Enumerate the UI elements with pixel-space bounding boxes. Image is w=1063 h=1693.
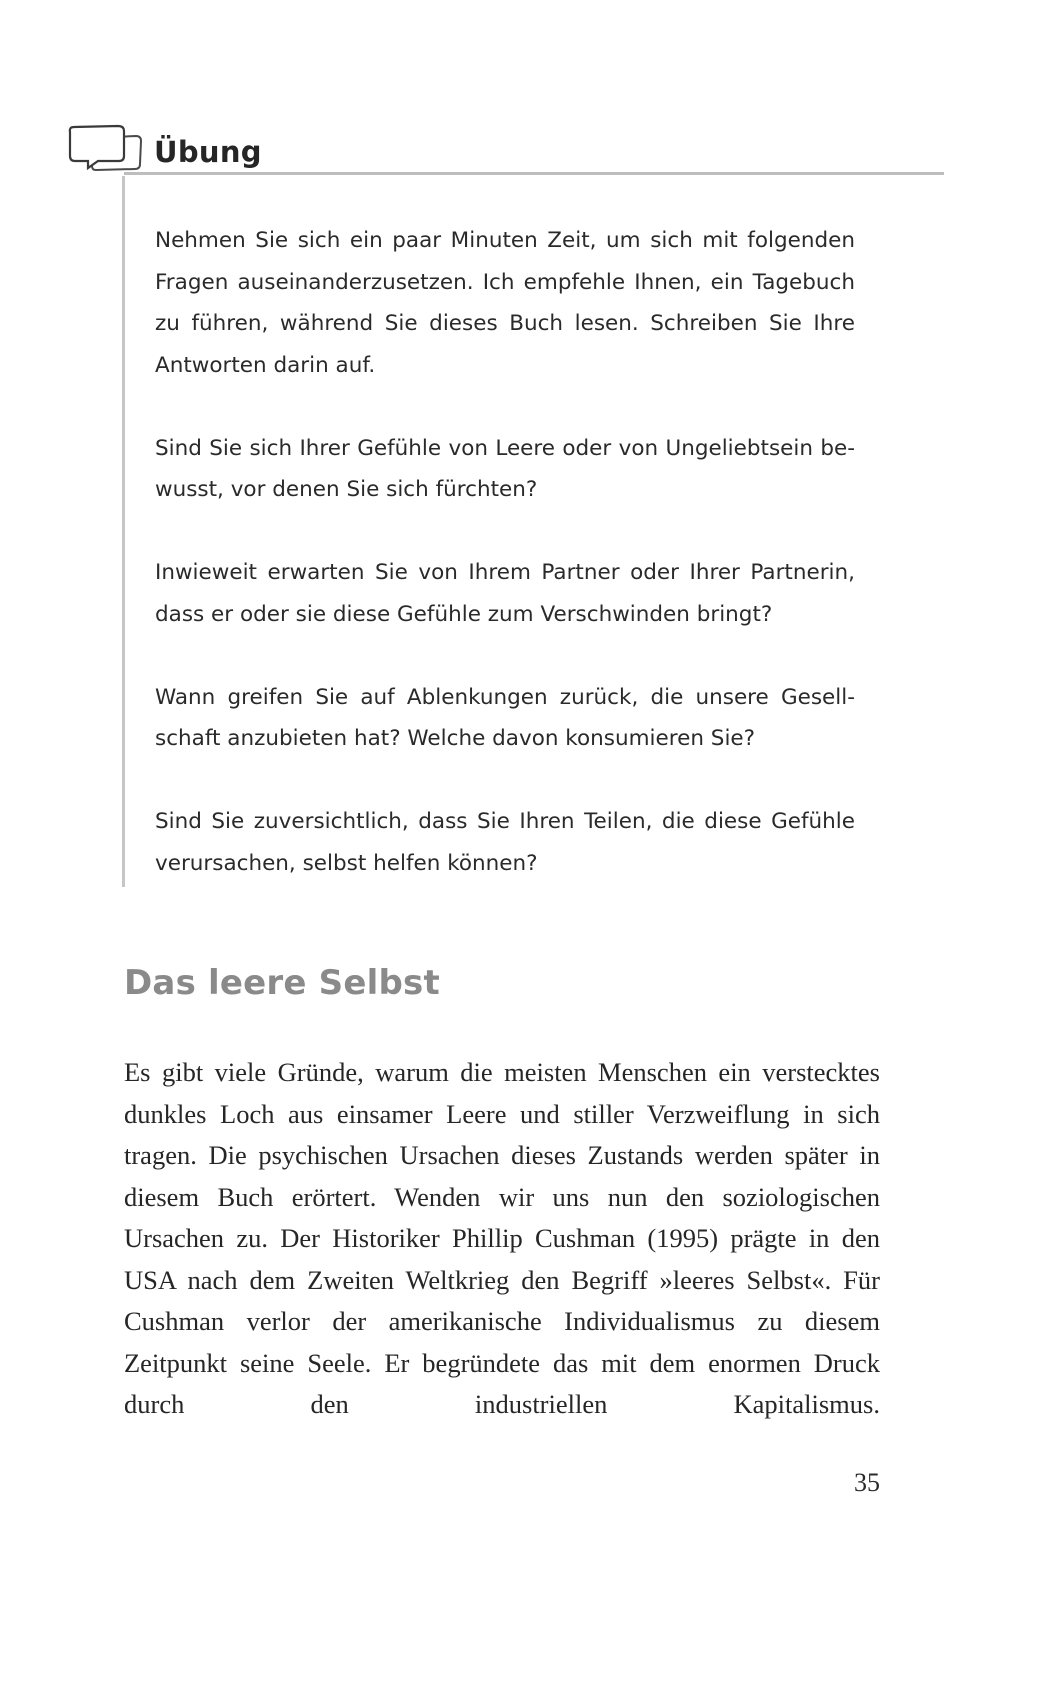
exercise-header — [66, 122, 880, 178]
section-heading: Das leere Selbst — [124, 963, 440, 1003]
title-divider — [124, 172, 944, 175]
exercise-box — [122, 176, 882, 887]
exercise-question: Sind Sie sich Ihrer Gefühle von Leere oder von Ungeliebtsein bewusst, vor denen Sie sich fürchten? — [155, 435, 855, 502]
exercise-title: Übung — [154, 135, 262, 169]
exercise-question: Inwieweit erwarten Sie von Ihrem Partner oder Ihrer Partnerin, dass er oder sie diese Gefühle zum Verschwinden bringt? — [155, 560, 855, 627]
exercise-text — [155, 220, 855, 884]
exercise-paragraph: Nehmen Sie sich ein paar Minuten Zeit, um sich mit folgenden Fragen auseinanderzusetzen. Ich empfehle Ihnen, ein Tagebuch zu führen, während Sie dieses Buch lesen. Schreiben Sie Ihre Antworten darin auf. — [155, 228, 855, 378]
exercise-question: Sind Sie zuversichtlich, dass Sie Ihren Teilen, die diese Gefühle verursachen, selbst helfen können? — [155, 809, 855, 876]
speech-bubbles-icon — [66, 124, 142, 174]
exercise-question: Wann greifen Sie auf Ablenkungen zurück, die unsere Gesellschaft anzubieten hat? Welche davon konsumieren Sie? — [155, 684, 855, 751]
body-paragraph: Es gibt viele Gründe, warum die meisten Menschen ein verstecktes dunkles Loch aus einsamer Leere und stiller Verzweiflung in sich tragen. Die psychischen Ursachen dieses Zustands werden später in diesem Buch erörtert. Wenden wir uns nun den soziologischen Ursachen zu. Der Historiker Phillip Cushman (1995) prägte in den USA nach dem Zweiten Weltkrieg den Begriff »leeres Selbst«. Für Cushman verlor der amerikanische Individualismus zu diesem Zeitpunkt seine Seele. Er begründete das mit dem enormen Druck durch den industriellen Kapitalismus. — [124, 1057, 880, 1419]
page-number: 35 — [854, 1468, 880, 1497]
